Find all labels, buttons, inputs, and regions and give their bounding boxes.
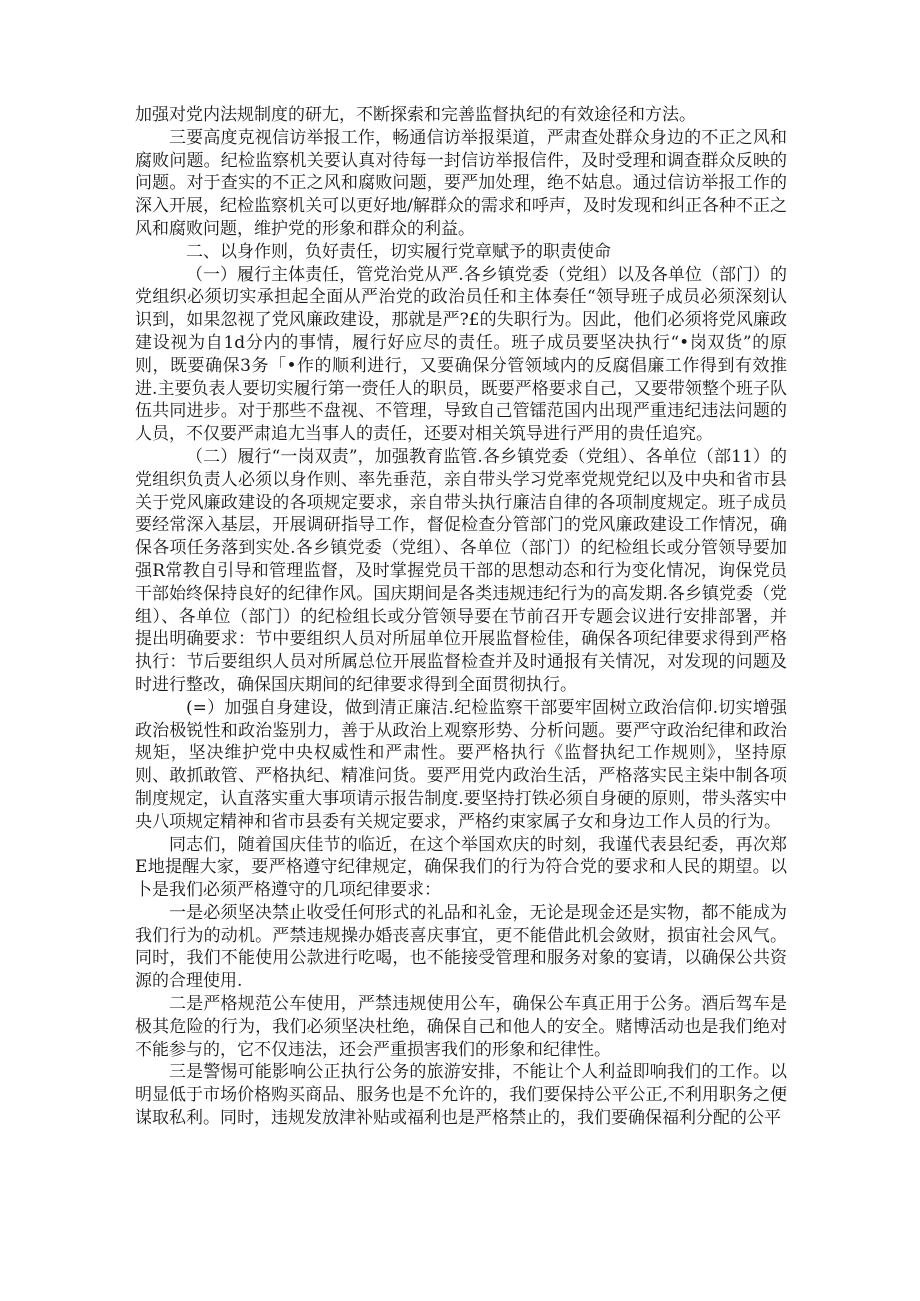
- paragraph-petition-reporting: 三要高度克视信访举报工作，畅通信访举报渠道，严肃查处群众身边的不正之风和腐败问题。纪检监察机关要认真对待每一封信访举报信件，及时受理和调查群众反映的问题。对于查实的不正之风和腐败问题，要严加处理，绝不姑息。通过信访举报工作的深入开展，纪检监察机关可以更好地/解群众的需求和呼声，及时发现和纠正各种不正之风和腐败问题，维护党的形象和群众的利益。: [135, 127, 787, 239]
- paragraph-continuation: 加强对党内法规制度的研尢，不断探索和完善监督执纪的有效途径和方法。: [135, 105, 696, 125]
- document-body: [135, 104, 787, 1130]
- paragraph-rule-three: 三是警惕可能影响公正执行公务的旅游安排，不能让个人利益即响我们的工作。以明显低于市场价格购买商品、服务也是不允许的，我们要保持公平公正,不利用职务之便谋取私利。同时，违规发放津补贴或福利也是严格禁止的，我们要确保福利分配的公平: [135, 1062, 787, 1129]
- paragraph-self-building: (=）加强自身建设，做到清正廉洁.纪检监察干部要牢固树立政治信仰.切实增强政治极锐性和政治鉴别力，善于从政治上观察形势、分析问题。要严守政治纪律和政治规矩，坚决维护党中央权威性和严肃性。要严格执行《监督执纪工作规则》，坚持原则、敢抓敢管、严格执纪、精准问货。要严用党内政治生活，严格落实民主柒中制各项制度规定，认直落实重大事项请示报告制度.要坚持打铁必须自身硬的原则，带头落实中央八项规定精神和省市县委有关规定要求，严格约束家属子女和身边工作人员的行为。: [135, 697, 787, 832]
- paragraph-primary-responsibility: （一）履行主体责任，管党治党从严.各乡镇党委（党组）以及各单位（部门）的党组织必须切实承担起全面从严治党的政治员任和主体奏任“领导班子成员必须深刻认识到，如果忽视了党风廉政建设，那就是严?£的失职行为。因此，他们必须将党风廉政建设视为自1d分内的事情，履行好应尽的责任。班子成员要坚决执行“•岗双货”的原则，既要确保3务「•作的顺利进行，又要确保分管领域内的反腐倡廉工作得到有效推进.主要负表人要切实履行第一赍任人的职员，既要严格要求自己，又要带领整个班子队伍共同进步。对于那些不盘视、不管理，导致自己管镭范国内出现严重违纪违法问题的人员，不仅要严肃追尢当事人的责任，还要对相关筑导进行严用的贵任追究。: [135, 264, 787, 445]
- paragraph-dual-responsibility: （二）履行“一岗双责”，加强教育监管.各乡镇党委（党组）、各单位（部11）的党组织负责人必须以身作则、率先垂范，亲自带头学习党率党规党纪以及中央和省市县关于党风廉政建设的各项规定要求，亲自带头执行廉洁自律的各项制度规定。班子成员要经常深入基层，开展调研指导工作，督促检查分管部门的党风廉政建设工作情况，确保各项任务落到实处.各乡镇党委（党组）、各单位（部门）的纪检组长或分管领导要加强R常教自引导和管理监督，及时掌握党员干部的思想动态和行为变化情况，询保党员干部始终保持良好的纪律作风。国庆期间是各类违规违纪行为的高发期.各乡镇党委（党组）、各单位（部门）的纪检组长或分管领导要在节前召开专题会议进行安排部署，并提出明确要求：节中要组织人员对所屈单位开展监督检佳，确保各项纪律要求得到严格执行：节后要组织人员对所属总位开展监督检查并及时通报有关情况，对发现的问题及时进行整改，确保国庆期间的纪律要求得到全面贯彻执行。: [135, 446, 787, 695]
- paragraph-holiday-reminder: 同志们，随着国庆佳节的临近，在这个举国欢庆的时刻，我谨代表县纪委，再次郑E地提醒大家，要严格遵守纪律规定，确保我们的行为符合党的要求和人民的期望。以卜是我们必须严格遵守的几项纪律要求：: [135, 834, 787, 901]
- paragraph-rule-two: 二是严格规范公车使用，严禁违规使用公车，确保公车真正用于公务。酒后驾车是极其危险的行为，我们必须坚决杜绝，确保自己和他人的安全。赌博活动也是我们绝对不能参与的，它不仅违法，还会严重损害我们的形象和纪律性。: [135, 994, 787, 1060]
- section-heading-two: 二、以身作则，负好责任，切实履行党章赋予的职责使命: [186, 241, 611, 262]
- paragraph-rule-one: 一是必须坚决禁止收受任何形式的礼品和礼金，无论是现金还是实物，都不能成为我们行为的动机。严禁违规操办婚丧喜庆事宜，更不能借此机会敛财，损宙社会风气。同时，我们不能使用公款进行吃喝，也不能接受管理和服务对象的宴请，以确保公共资源的合理使用.: [135, 902, 787, 992]
